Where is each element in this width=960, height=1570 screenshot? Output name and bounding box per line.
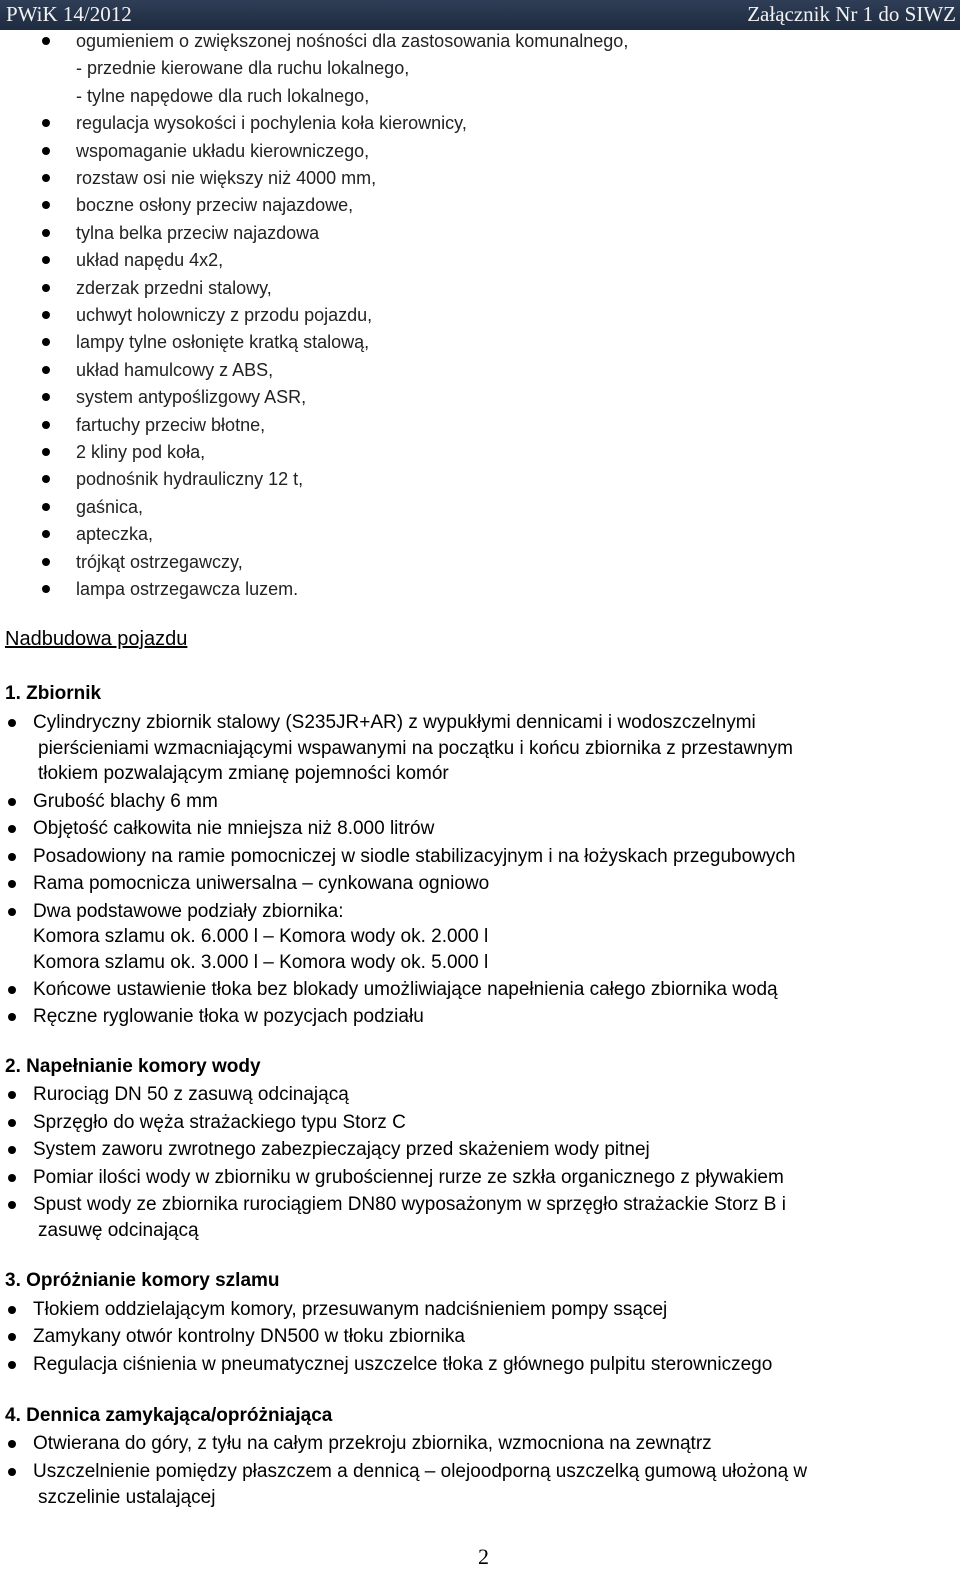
bullet-icon xyxy=(42,558,50,566)
bullet-icon xyxy=(42,229,50,237)
list-item-continuation: pierścieniami wzmacniającymi wspawanymi na początku i końcu zbiornika z przestawnym xyxy=(38,738,794,759)
bullet-icon xyxy=(8,1174,16,1182)
list-item-text: boczne osłony przeciw najazdowe, xyxy=(76,195,354,216)
list-item-text: tylna belka przeciw najazdowa xyxy=(76,222,320,243)
list-item xyxy=(0,140,960,166)
bullet-icon xyxy=(8,1201,16,1209)
list-item xyxy=(0,359,960,385)
list-item xyxy=(0,523,960,549)
list-item-continuation: zasuwę odcinającą xyxy=(38,1220,199,1241)
bullet-icon xyxy=(8,1119,16,1127)
section-heading: Nadbudowa pojazdu xyxy=(5,628,188,650)
list-item xyxy=(0,30,960,56)
list-item xyxy=(0,441,960,467)
bullet-icon xyxy=(8,1146,16,1154)
section-4-title: 4. Dennica zamykająca/opróżniająca xyxy=(5,1405,333,1426)
list-item-text: - przednie kierowane dla ruchu lokalnego, xyxy=(76,58,410,79)
list-item xyxy=(0,468,960,494)
list-item-continuation: tłokiem pozwalającym zmianę pojemności komór xyxy=(38,763,449,784)
list-item xyxy=(0,304,960,330)
bullet-icon xyxy=(42,119,50,127)
list-item xyxy=(0,85,960,111)
list-item-continuation: Komora szlamu ok. 6.000 l – Komora wody ok. 2.000 l xyxy=(33,926,489,947)
list-item-text: zderzak przedni stalowy, xyxy=(76,277,272,298)
bullet-icon xyxy=(42,421,50,429)
section-3-title: 3. Opróżnianie komory szlamu xyxy=(5,1270,280,1291)
list-item-text: układ napędu 4x2, xyxy=(76,250,224,271)
bullet-icon xyxy=(42,503,50,511)
list-item-continuation: szczelinie ustalającej xyxy=(38,1487,216,1508)
bullet-icon xyxy=(42,284,50,292)
bullet-icon xyxy=(42,201,50,209)
list-item xyxy=(0,112,960,138)
list-item-text: wspomaganie układu kierowniczego, xyxy=(76,140,370,161)
list-item-text: lampy tylne osłonięte kratką stalową, xyxy=(76,332,370,353)
bullet-icon xyxy=(8,1306,16,1314)
bullet-icon xyxy=(8,1091,16,1099)
list-item-continuation: Komora szlamu ok. 3.000 l – Komora wody ok. 5.000 l xyxy=(33,952,489,973)
bullet-icon xyxy=(42,366,50,374)
bullet-icon xyxy=(8,908,16,916)
list-item xyxy=(0,414,960,440)
list-item xyxy=(0,496,960,522)
bullet-icon xyxy=(8,880,16,888)
section-1-title: 1. Zbiornik xyxy=(5,683,102,704)
list-item xyxy=(0,277,960,303)
bullet-icon xyxy=(42,311,50,319)
bullet-icon xyxy=(42,475,50,483)
bullet-icon xyxy=(8,1440,16,1448)
list-item-text: fartuchy przeciw błotne, xyxy=(76,414,266,435)
bullet-icon xyxy=(8,719,16,727)
list-item xyxy=(0,551,960,577)
list-item-text: - tylne napędowe dla ruch lokalnego, xyxy=(76,85,370,106)
list-item xyxy=(0,249,960,275)
bullet-icon xyxy=(42,147,50,155)
bullet-icon xyxy=(8,1468,16,1476)
bullet-icon xyxy=(8,825,16,833)
list-item-text: uchwyt holowniczy z przodu pojazdu, xyxy=(76,305,373,325)
section-2-title: 2. Napełnianie komory wody xyxy=(5,1056,261,1077)
header-attachment: Załącznik Nr 1 do SIWZ xyxy=(747,2,956,26)
list-item-text: system antypoślizgowy ASR, xyxy=(76,387,307,408)
bullet-icon xyxy=(42,174,50,182)
list-item xyxy=(0,222,960,248)
list-item xyxy=(0,386,960,412)
bullet-icon xyxy=(8,1333,16,1341)
list-item xyxy=(0,331,960,357)
bullet-icon xyxy=(8,1361,16,1369)
bullet-icon xyxy=(42,448,50,456)
list-item-text: ogumieniem o zwiększonej nośności dla zastosowania komunalnego, xyxy=(76,31,629,51)
list-item xyxy=(0,167,960,193)
header-doc-ref: PWiK 14/2012 xyxy=(6,2,132,26)
bullet-icon xyxy=(8,986,16,994)
list-item xyxy=(0,57,960,83)
list-item xyxy=(0,578,960,604)
list-item-text: 2 kliny pod koła, xyxy=(76,442,206,462)
list-item-text: apteczka, xyxy=(76,524,154,545)
list-item-text: podnośnik hydrauliczny 12 t, xyxy=(76,469,304,490)
bullet-icon xyxy=(42,37,50,45)
list-item-text: regulacja wysokości i pochylenia koła kierownicy, xyxy=(76,113,467,134)
list-item-text: trójkąt ostrzegawczy, xyxy=(76,551,243,572)
bullet-icon xyxy=(42,530,50,538)
page-number: 2 xyxy=(478,1544,489,1569)
page-header xyxy=(0,0,960,30)
bullet-icon xyxy=(42,393,50,401)
list-item-text: układ hamulcowy z ABS, xyxy=(76,359,274,380)
list-item-text: gaśnica, xyxy=(76,496,144,517)
bullet-icon xyxy=(8,1013,16,1021)
bullet-icon xyxy=(8,853,16,861)
bullet-icon xyxy=(42,585,50,593)
bullet-icon xyxy=(42,338,50,346)
list-item-text: rozstaw osi nie większy niż 4000 mm, xyxy=(76,168,377,188)
bullet-icon xyxy=(8,798,16,806)
bullet-icon xyxy=(42,256,50,264)
list-item-text: lampa ostrzegawcza luzem. xyxy=(76,579,299,599)
list-item xyxy=(0,194,960,220)
